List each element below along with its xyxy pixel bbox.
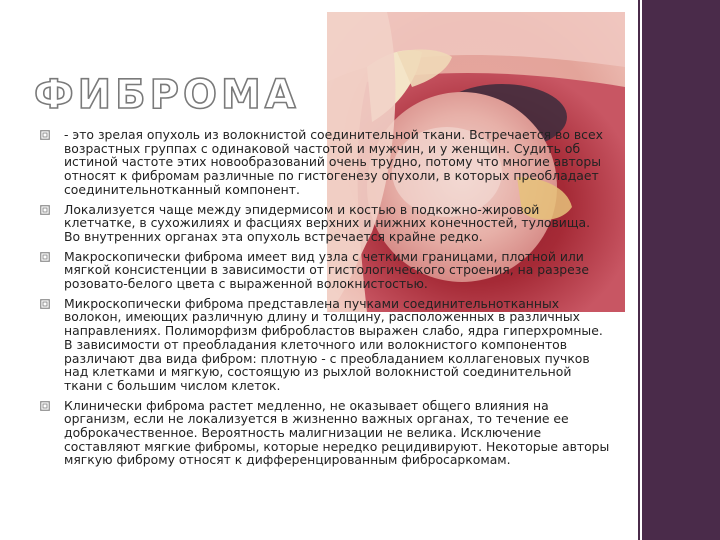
rectangle-bullet-icon [40, 299, 50, 309]
list-item [40, 297, 610, 393]
list-item-text: - это зрелая опухоль из волокнистой соединительной ткани. Встречается во всех возрастных группах с одинаковой частотой и мужчин, и у женщин. Судить об истиной частоте этих новообразований очень трудно, потому что многие авторы относят к фибромам различные по гистогенезу опухоли, в которых преобладает соединительнотканный компонент. [64, 127, 603, 197]
slide-title-outline [34, 72, 300, 118]
list-item [40, 399, 610, 468]
content-list [40, 128, 610, 473]
slide-title-text: ФИБРОМА [34, 72, 300, 118]
slide-title [34, 72, 300, 118]
list-item-text: Микроскопически фиброма представлена пучками соединительнотканных волокон, имеющих различную длину и толщину, расположенных в различных направлениях. Полиморфизм фибробластов выражен слабо, ядра гиперхромные. В зависимости от преобладания клеточного или волокнистого компонентов различают два вида фибром: плотную - с преобладанием коллагеновых пучков над клетками и мягкую, состоящую из рыхлой волокнистой соединительной ткани с большим числом клеток. [64, 295, 603, 393]
list-item [40, 128, 610, 197]
rectangle-bullet-icon [40, 130, 50, 140]
list-item [40, 203, 610, 244]
list-item-text: Клинически фиброма растет медленно, не оказывает общего влияния на организм, если не локализуется в жизненно важных органах, то течение ее доброкачественное. Вероятность малигнизации не велика. Исключение составляют мягкие фибромы, которые нередко рецидивируют. Некоторые авторы мягкую фиброму относят к дифференцированным фибросаркомам. [64, 397, 610, 468]
rectangle-bullet-icon [40, 401, 50, 411]
decorative-band-line [638, 0, 640, 540]
list-item [40, 250, 610, 291]
list-item-text: Макроскопически фиброма имеет вид узла с четкими границами, плотной или мягкой консистенции в зависимости от гистологического строения, на разрезе розовато-белого цвета с выраженной волокнистостью. [64, 248, 590, 292]
decorative-side-band [642, 0, 720, 540]
rectangle-bullet-icon [40, 252, 50, 262]
rectangle-bullet-icon [40, 205, 50, 215]
list-item-text: Локализуется чаще между эпидермисом и костью в подкожно-жировой клетчатке, в сухожилиях и фасциях верхних и нижних конечностей, туловища. Во внутренних органах эта опухоль встречается крайне редко. [64, 201, 591, 244]
